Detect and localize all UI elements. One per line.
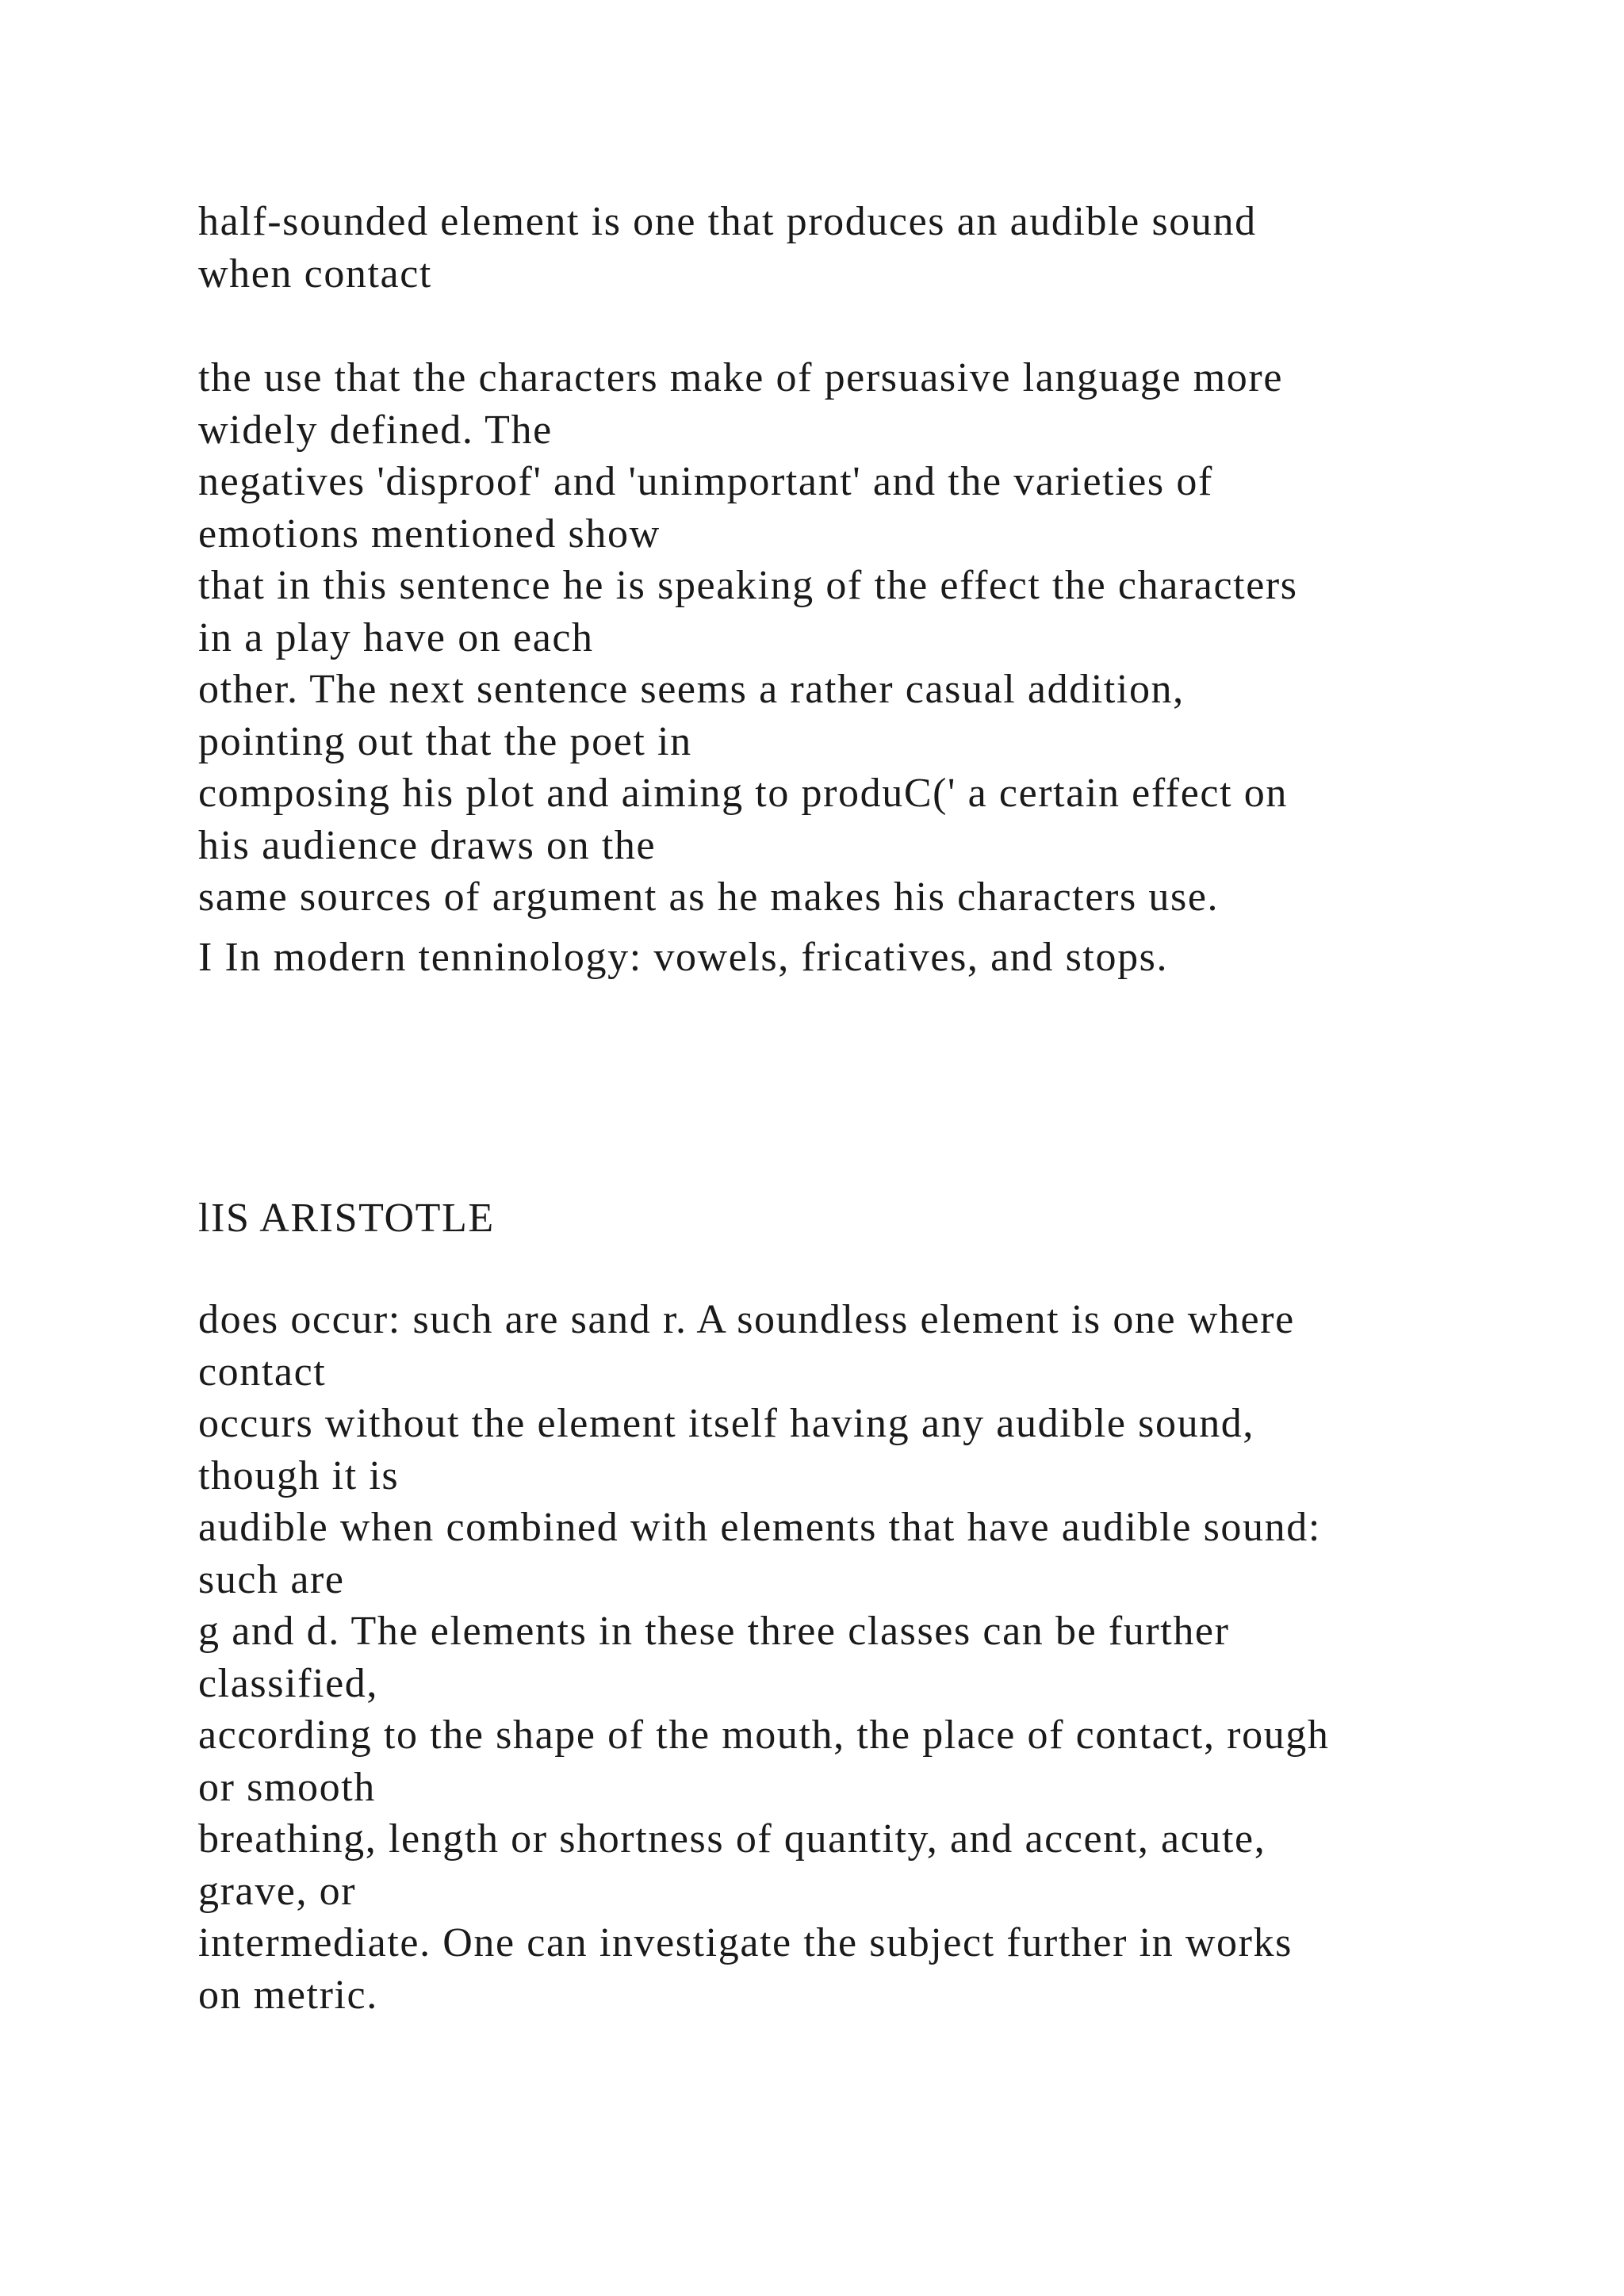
paragraph-soundless-element: does occur: such are sand r. A soundless element is one where contact occurs without the element itself having any audible sound, though it is audible when combined with elements that have audible sound: such are g and d. The elements in these three classes can be further classified, according to the shape of the mouth, the place of contact, rough or smooth breathing, length or shortness of quantity, and accent, acute, grave, or intermediate. One can investigate the subject further in works on metric. (198, 1297, 1330, 2018)
footnote: I In modern tenninology: vowels, fricatives, and stops. (198, 935, 1169, 980)
paragraph-persuasive-language: the use that the characters make of persuasive language more widely defined. The negatives 'disproof' and 'unimportant' and the varieties of emotions mentioned show that in this sentence he is speaking of the effect the characters in a play have on each other. The next sentence seems a rather casual addition, pointing out that the poet in composing his plot and aiming to produC(' a certain effect on his audience draws on the same sources of argument as he makes his characters use. (198, 355, 1298, 920)
paragraph-half-sounded: half-sounded element is one that produces an audible sound when contact (198, 199, 1257, 297)
running-head: lIS ARISTOTLE (198, 1196, 495, 1241)
